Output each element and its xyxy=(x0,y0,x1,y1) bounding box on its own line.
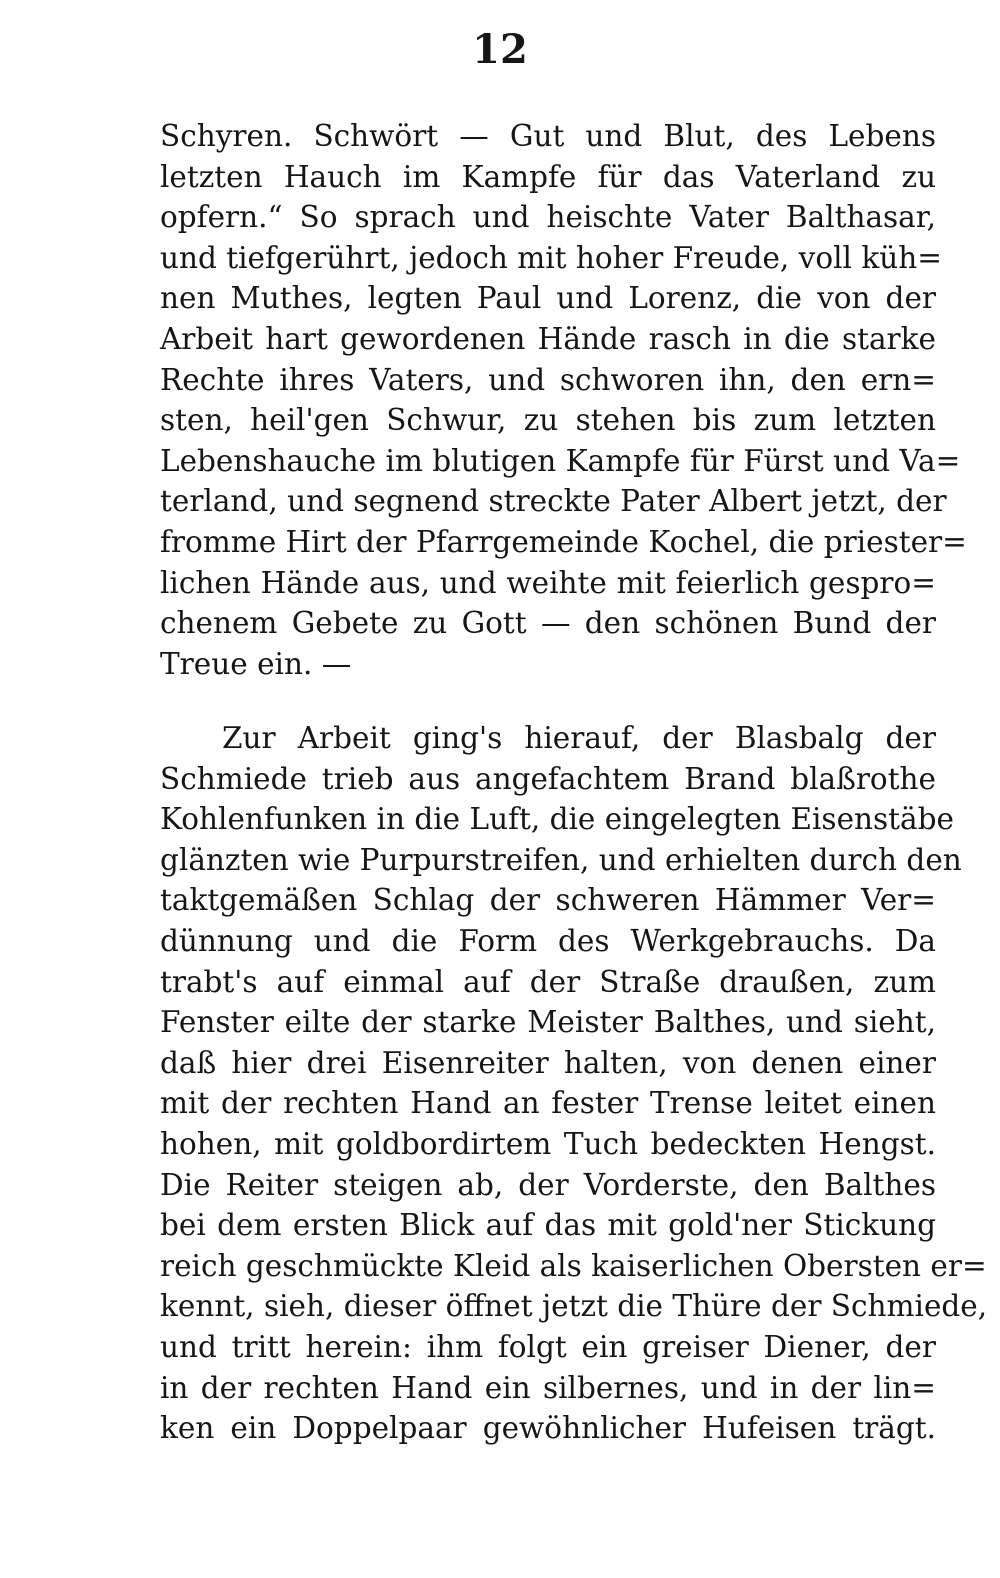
text-line: Die Reiter steigen ab, der Vorderste, den Balthes xyxy=(160,1167,936,1202)
text-line: nen Muthes, legten Paul und Lorenz, die von der xyxy=(160,281,936,316)
page-number: 12 xyxy=(472,26,528,73)
text-line: Fenster eilte der starke Meister Balthes, und sieht, xyxy=(160,1005,936,1040)
text-line: ken ein Doppelpaar gewöhnlicher Hufeisen trägt. xyxy=(160,1411,936,1446)
text-line: und tiefgerührt, jedoch mit hoher Freude, voll küh= xyxy=(160,240,942,275)
text-line: Schmiede trieb aus angefachtem Brand blaßrothe xyxy=(160,761,936,796)
text-line: in der rechten Hand ein silbernes, und in der lin= xyxy=(160,1370,936,1405)
paragraph-2 xyxy=(160,718,988,1449)
text-line: terland, und segnend streckte Pater Albert jetzt, der xyxy=(160,484,947,519)
text-line: Kohlenfunken in die Luft, die eingelegten Eisenstäbe xyxy=(160,802,954,837)
text-line: fromme Hirt der Pfarrgemeinde Kochel, die priester= xyxy=(160,524,967,559)
text-line: letzten Hauch im Kampfe für das Vaterland zu xyxy=(160,159,936,194)
text-line: kennt, sieh, dieser öffnet jetzt die Thüre der Schmiede, xyxy=(160,1289,988,1324)
text-line: lichen Hände aus, und weihte mit feierlich gespro= xyxy=(160,565,936,600)
text-line: reich geschmückte Kleid als kaiserlichen Obersten er= xyxy=(160,1248,987,1283)
text-line: dünnung und die Form des Werkgebrauchs. Da xyxy=(160,923,936,958)
text-line: sten, heil'gen Schwur, zu stehen bis zum letzten xyxy=(160,403,936,438)
text-line: mit der rechten Hand an fester Trense leitet einen xyxy=(160,1086,936,1121)
paragraph-1 xyxy=(160,116,967,684)
text-line: Schyren. Schwört — Gut und Blut, des Lebens xyxy=(160,119,936,153)
text-line: opfern.“ So sprach und heischte Vater Balthasar, xyxy=(160,200,936,235)
text-line: bei dem ersten Blick auf das mit gold'ner Stickung xyxy=(160,1208,936,1243)
text-line: glänzten wie Purpurstreifen, und erhielten durch den xyxy=(160,842,962,877)
text-line: chenem Gebete zu Gott — den schönen Bund der xyxy=(160,606,936,641)
text-line: daß hier drei Eisenreiter halten, von denen einer xyxy=(160,1045,936,1080)
text-line: trabt's auf einmal auf der Straße draußen, zum xyxy=(160,964,936,999)
text-line: Arbeit hart gewordenen Hände rasch in die starke xyxy=(160,321,936,356)
text-line: hohen, mit goldbordirtem Tuch bedeckten Hengst. xyxy=(160,1126,936,1161)
text-line: Zur Arbeit ging's hierauf, der Blasbalg der xyxy=(222,721,936,755)
text-line: Lebenshauche im blutigen Kampfe für Fürst und Va= xyxy=(160,443,961,478)
text-line: und tritt herein: ihm folgt ein greiser Diener, der xyxy=(160,1329,936,1364)
text-line: Rechte ihres Vaters, und schworen ihn, den ern= xyxy=(160,362,936,397)
text-line: taktgemäßen Schlag der schweren Hämmer Ver= xyxy=(160,883,936,918)
text-line: Treue ein. — xyxy=(160,646,352,681)
